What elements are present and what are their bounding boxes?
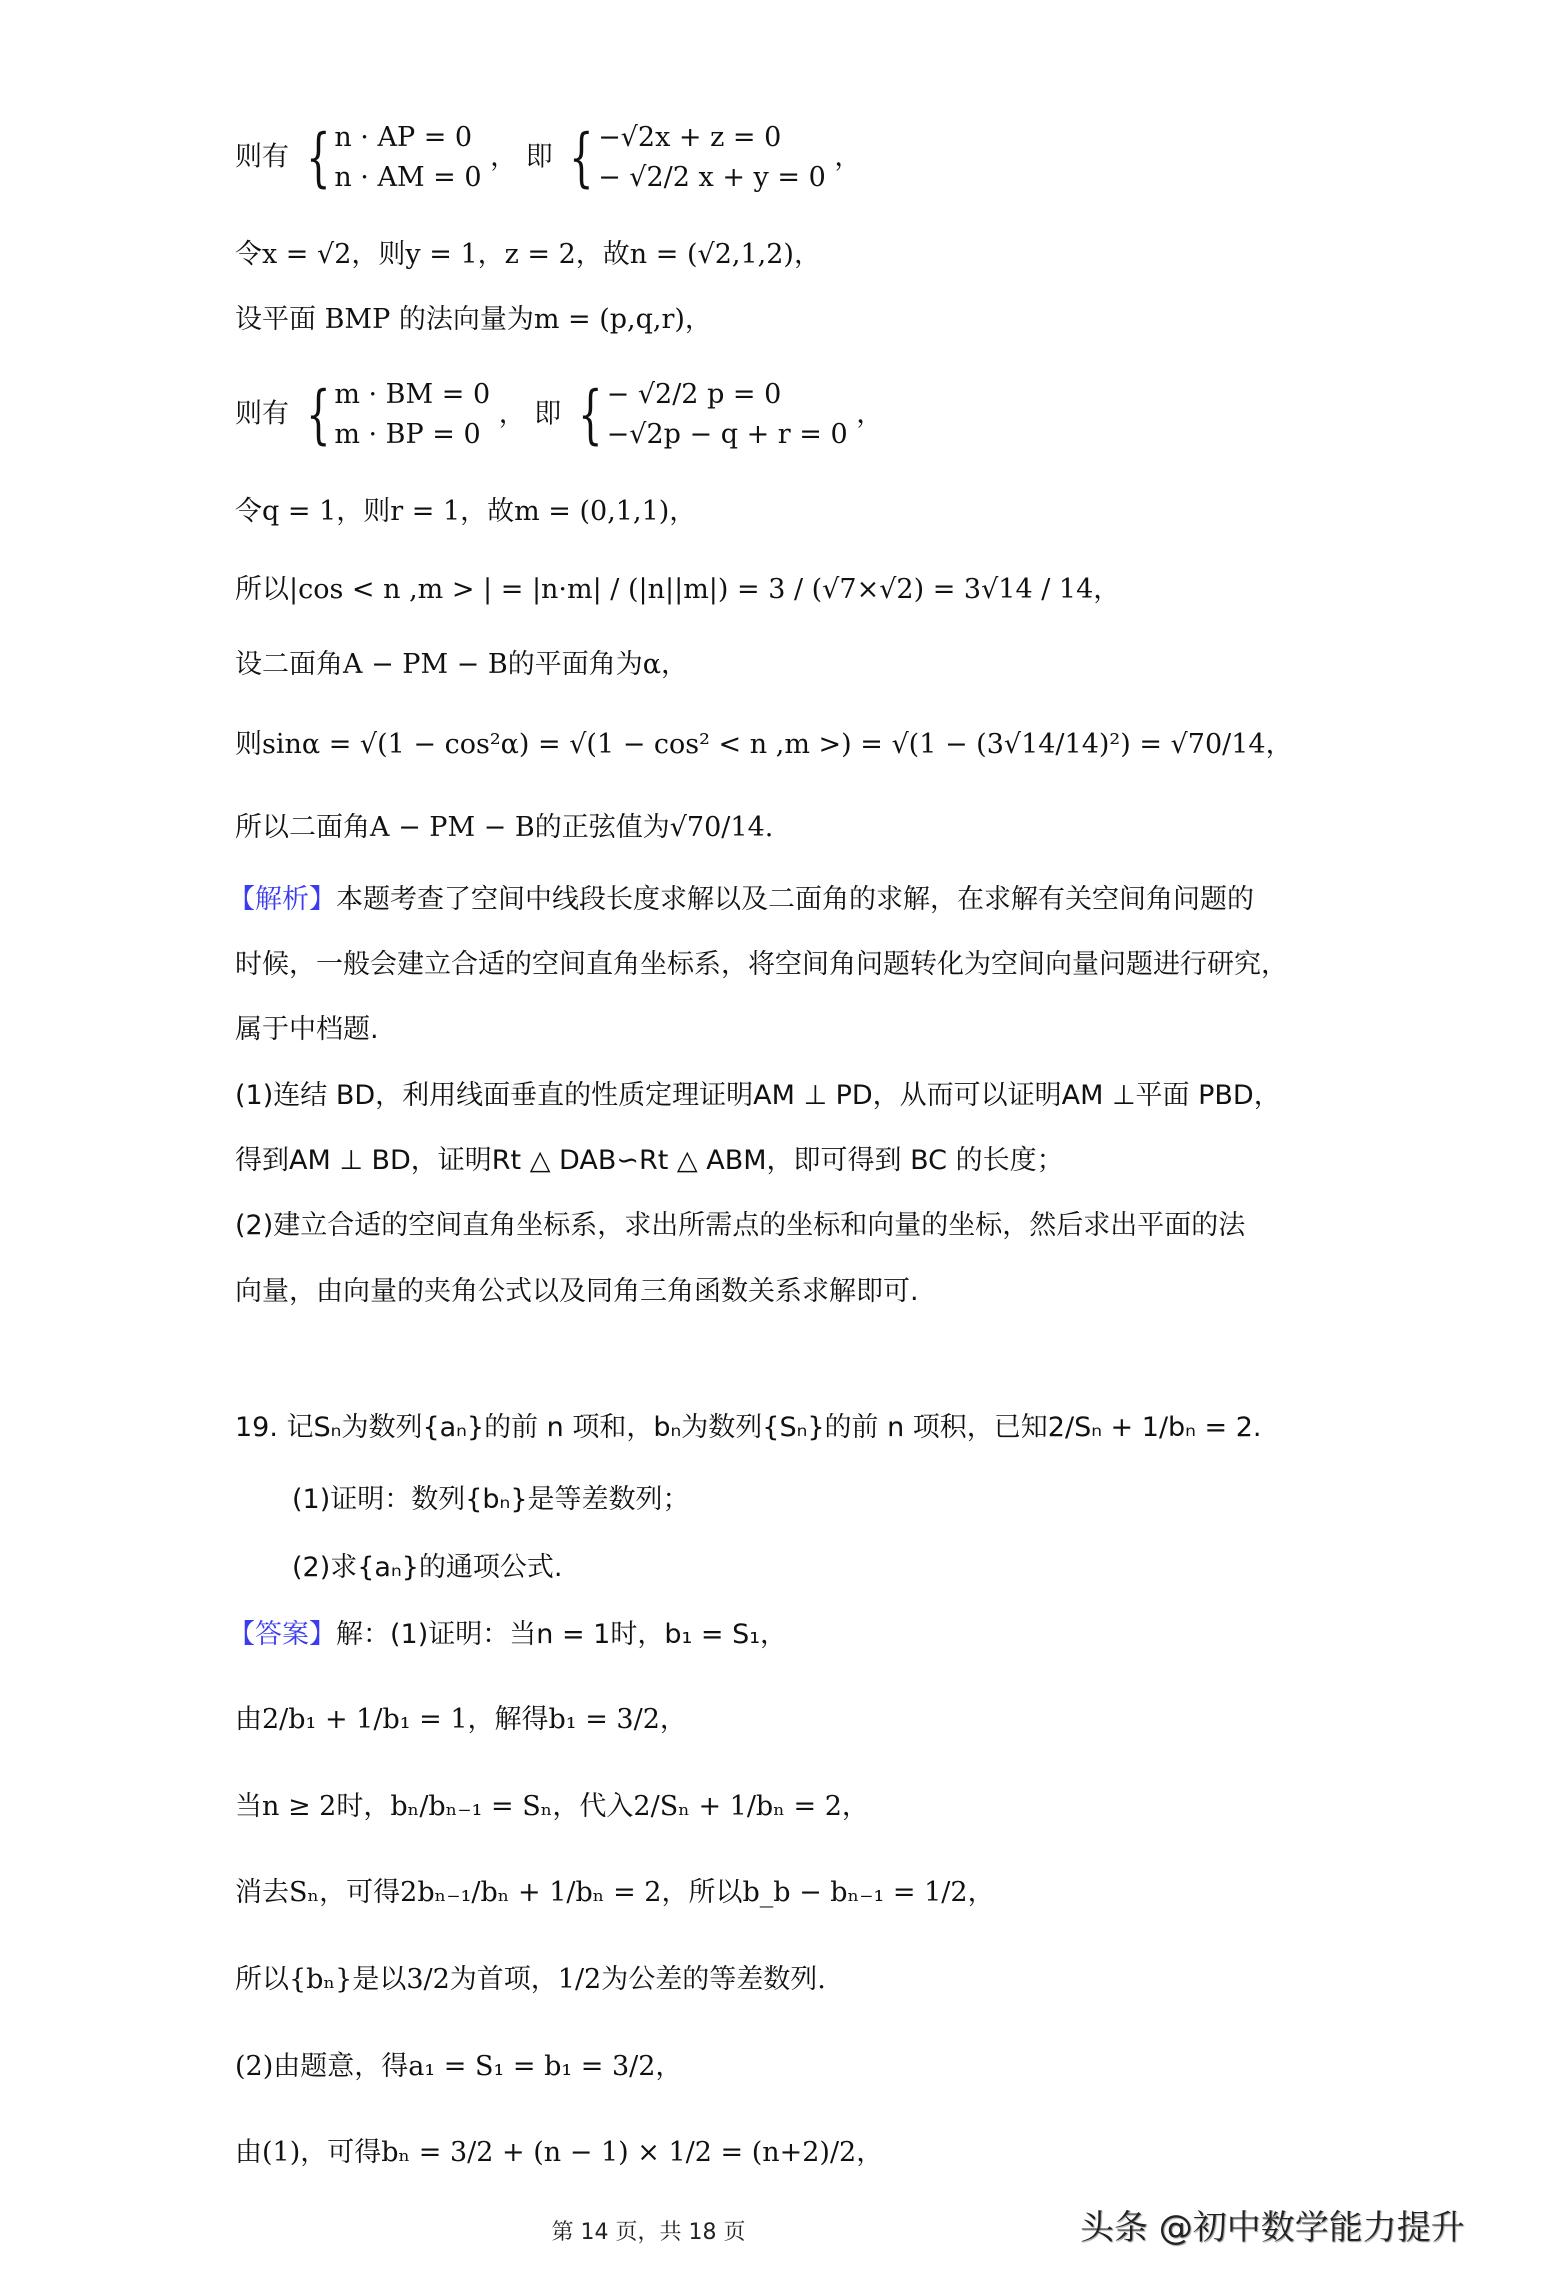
sys-row: m · BM = 0 — [334, 379, 491, 410]
math-line: 设平面 BMP 的法向量为m = (p,q,r)， — [235, 304, 712, 335]
text-sep: ， 即 — [498, 398, 562, 430]
system-right — [561, 118, 825, 198]
math-line: 所以|cos < n ,m > | = |n·m| / (|n||m|) = 3 / (√7×√2) = 3√14 / 14， — [235, 574, 1121, 605]
analysis-text: 时候，一般会建立合适的空间直角坐标系，将空间角问题转化为空间向量问题进行研究， — [235, 949, 1288, 980]
answer-line: 所以{bₙ}是以3/2为首项，1/2为公差的等差数列. — [235, 1964, 826, 1995]
math-line: 设二面角A − PM − B的平面角为α， — [235, 649, 688, 680]
question-number: 19. — [235, 1412, 278, 1443]
question-text: 记Sₙ为数列{aₙ}的前 n 项和，bₙ为数列{Sₙ}的前 n 项积，已知2/Sₙ + 1/bₙ = 2. — [286, 1412, 1262, 1443]
analysis-text: 本题考查了空间中线段长度求解以及二面角的求解，在求解有关空间角问题的 — [336, 884, 1254, 915]
math-line: 则sinα = √(1 − cos²α) = √(1 − cos² < n ,m >) = √(1 − (3√14/14)²) = √70/14， — [235, 729, 1293, 760]
system-right — [570, 375, 848, 455]
text-sep: ， 即 — [490, 141, 553, 173]
sys-row: n · AM = 0 — [334, 162, 482, 193]
answer-paragraph — [228, 1615, 787, 1655]
left-brace-icon: { — [578, 378, 603, 452]
system-left — [298, 375, 491, 455]
answer-text: 解：(1)证明：当n = 1时，b₁ = S₁， — [336, 1619, 788, 1650]
equation-system-m — [235, 375, 883, 455]
left-brace-icon: { — [305, 121, 331, 195]
question-stem — [235, 1408, 1262, 1448]
answer-tag: 【答案】 — [228, 1619, 336, 1650]
text-prefix: 则有 — [235, 141, 289, 173]
left-brace-icon: { — [305, 378, 331, 452]
system-left — [298, 118, 482, 198]
answer-line: 由(1)，可得bₙ = 3/2 + (n − 1) × 1/2 = (n+2)/2， — [235, 2137, 884, 2168]
sys-row: m · BP = 0 — [334, 419, 481, 450]
math-line: 令q = 1，则r = 1，故m = (0,1,1)， — [235, 496, 697, 527]
math-line: 所以二面角A − PM − B的正弦值为√70/14. — [235, 812, 774, 843]
question-part: (2)求{aₙ}的通项公式. — [292, 1552, 563, 1583]
analysis-text: 属于中档题. — [235, 1014, 379, 1045]
question-part: (1)证明：数列{bₙ}是等差数列； — [292, 1484, 690, 1515]
page-number: 第 14 页，共 18 页 — [551, 2220, 746, 2245]
analysis-text: (2)建立合适的空间直角坐标系，求出所需点的坐标和向量的坐标，然后求出平面的法 — [235, 1210, 1246, 1241]
answer-line: 当n ≥ 2时，bₙ/bₙ₋₁ = Sₙ，代入2/Sₙ + 1/bₙ = 2， — [235, 1791, 869, 1822]
sys-row: − √2/2 p = 0 — [606, 379, 782, 410]
analysis-paragraph — [228, 880, 1254, 920]
sys-row: −√2x + z = 0 — [598, 122, 782, 153]
analysis-text: 向量，由向量的夹角公式以及同角三角函数关系求解即可. — [235, 1276, 919, 1307]
text-prefix: 则有 — [235, 398, 289, 430]
analysis-text: 得到AM ⊥ BD，证明Rt △ DAB∽Rt △ ABM，即可得到 BC 的长度； — [235, 1145, 1064, 1176]
math-line: 令x = √2，则y = 1，z = 2，故n = (√2,1,2)， — [235, 239, 821, 270]
answer-line: 由2/b₁ + 1/b₁ = 1，解得b₁ = 3/2， — [235, 1704, 687, 1735]
sys-row: − √2/2 x + y = 0 — [598, 162, 826, 193]
equation-system-n — [235, 118, 861, 198]
answer-line: 消去Sₙ，可得2bₙ₋₁/bₙ + 1/bₙ = 2，所以b_b − bₙ₋₁ = 1/2， — [235, 1877, 995, 1908]
sys-row: −√2p − q + r = 0 — [606, 419, 848, 450]
analysis-tag: 【解析】 — [228, 884, 336, 915]
text-end: ， — [856, 398, 884, 430]
left-brace-icon: { — [569, 121, 594, 195]
text-end: ， — [834, 141, 862, 173]
watermark: 头条 @初中数学能力提升 — [1080, 2208, 1465, 2248]
sys-row: n · AP = 0 — [334, 122, 473, 153]
analysis-text: (1)连结 BD，利用线面垂直的性质定理证明AM ⊥ PD，从而可以证明AM ⊥平面 PBD， — [235, 1080, 1281, 1111]
answer-line: (2)由题意，得a₁ = S₁ = b₁ = 3/2， — [235, 2051, 683, 2082]
